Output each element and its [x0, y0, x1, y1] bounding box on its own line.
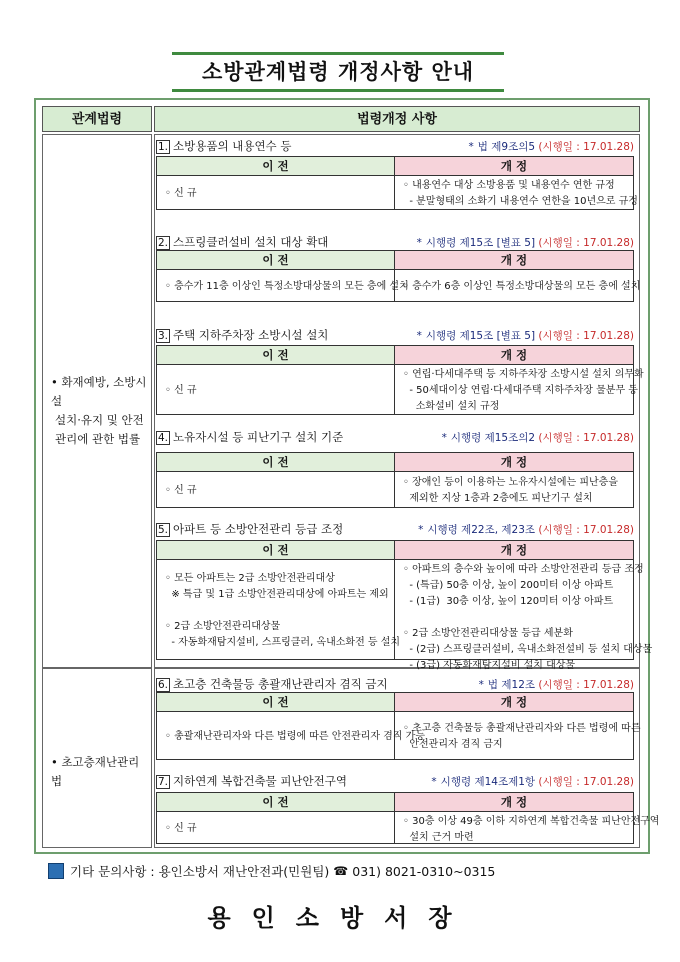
header-related-law: 관계법령 [42, 106, 152, 132]
section-title-text: 스프링클러설비 설치 대상 확대 [173, 235, 329, 249]
section-law-ref [479, 677, 634, 692]
section-title-text: 소방용품의 내용연수 등 [173, 139, 292, 153]
law-article: 시행령 제15조의2 [450, 432, 536, 444]
section-title [156, 138, 291, 154]
cell-line: ◦ 층수가 11층 이상인 특정소방대상물의 모든 층에 설치 [165, 280, 409, 292]
cell-line: 소화설비 설치 규정 [403, 401, 500, 412]
header-before: 이 전 [157, 541, 395, 559]
cell-line: ◦ 모든 아파트는 2급 소방안전관리대상 [165, 572, 335, 584]
header-before: 이 전 [157, 693, 395, 711]
cell-line: ◦ 신 규 [165, 484, 197, 496]
section-law-ref [469, 139, 634, 154]
section-title [156, 429, 343, 445]
contact-label: 기타 문의사항 : 용인소방서 재난안전과(민원팀) [70, 864, 330, 879]
cell-after [395, 471, 633, 507]
star-icon: * [431, 776, 437, 788]
cell-before [157, 471, 395, 507]
effective-date: (시행일 : 17.01.28) [538, 679, 634, 691]
cell-line: - 자동화재탐지설비, 스프링클러, 옥내소화전 등 설치 [165, 636, 401, 648]
star-icon: * [478, 679, 484, 691]
cell-before [157, 711, 425, 759]
cell-after [395, 364, 644, 414]
cell-line: - 50세대이상 연립·다세대주택 지하주차장 물분무 등 [403, 385, 638, 396]
section-number: 7. [158, 776, 169, 788]
category-fire-prevention-act [42, 134, 152, 668]
section-number: 4. [158, 432, 169, 444]
cell-before [157, 559, 401, 659]
section-title-text: 노유자시설 등 피난기구 설치 기준 [173, 430, 344, 444]
cell-before [157, 364, 395, 414]
law-article: 시행령 제15조 [별표 5] [425, 330, 536, 342]
phone-icon: ☎ [333, 864, 349, 878]
cell-line: ◦ 초고층 건축물등 총괄재난관리자와 다른 법령에 따른 [403, 722, 641, 734]
cell-after [395, 559, 653, 671]
star-icon: * [416, 237, 422, 249]
cell-line: 설치 근거 마련 [403, 832, 474, 843]
contact-phone: 031) 8021-0310~0315 [352, 863, 496, 879]
section-law-ref [418, 522, 634, 537]
cell-line: ※ 특급 및 1급 소방안전관리대상에 아파트는 제외 [165, 588, 389, 600]
effective-date: (시행일 : 17.01.28) [538, 432, 634, 444]
comparison-table [156, 250, 641, 302]
section-title [156, 773, 347, 789]
cell-line: ◦ 장애인 등이 이용하는 노유자시설에는 피난층을 [403, 476, 618, 488]
section-title-text: 주택 지하주차장 소방시설 설치 [173, 328, 329, 342]
category-skyscraper-act [42, 668, 152, 848]
section-law-ref [431, 774, 634, 789]
section-title [156, 521, 343, 537]
cell-before [157, 811, 395, 843]
section-number: 2. [158, 237, 169, 249]
law-article: 시행령 제15조 [별표 5] [425, 237, 536, 249]
comparison-table [156, 540, 653, 671]
cell-line: - (2급) 스프링클러설비, 옥내소화전설비 등 설치 대상물 [403, 644, 653, 655]
section-law-ref [417, 328, 634, 343]
comparison-table [156, 792, 660, 844]
section-title [156, 676, 388, 692]
star-icon: * [441, 432, 447, 444]
header-after: 개 정 [395, 251, 633, 269]
effective-date: (시행일 : 17.01.28) [538, 237, 634, 249]
cell-line: ◦ 연립·다세대주택 등 지하주차장 소방시설 설치 의무화 [403, 369, 644, 380]
cell-line: ◦ 신 규 [165, 384, 197, 396]
comparison-table [156, 692, 641, 760]
cell-line: ◦ 30층 이상 49층 이하 지하연계 복합건축물 피난안전구역 [403, 816, 660, 827]
category-line: 관리에 관한 법률 [55, 432, 141, 446]
cell-line: ◦ 층수가 6층 이상인 특정소방대상물의 모든 층에 설치 [403, 280, 641, 292]
section-title-text: 아파트 등 소방안전관리 등급 조정 [173, 522, 344, 536]
effective-date: (시행일 : 17.01.28) [538, 330, 634, 342]
law-article: 시행령 제22조, 제23조 [427, 524, 536, 536]
cell-line: ◦ 아파트의 층수와 높이에 따라 소방안전관리 등급 조정 [403, 564, 644, 575]
header-after: 개 정 [395, 157, 633, 175]
cell-line: 제외한 지상 1층과 2층에도 피난기구 설치 [403, 492, 593, 504]
contact-footer [48, 862, 495, 880]
header-before: 이 전 [157, 453, 395, 471]
section-title-text: 지하연계 복합건축물 피난안전구역 [173, 774, 347, 788]
cell-after [395, 175, 638, 209]
header-law-revision: 법령개정 사항 [154, 106, 640, 132]
section-law-ref [417, 235, 634, 250]
effective-date: (시행일 : 17.01.28) [538, 776, 634, 788]
header-after: 개 정 [395, 793, 633, 811]
cell-before [157, 269, 409, 301]
cell-line: - 분말형태의 소화기 내용연수 연한을 10년으로 규정 [403, 196, 638, 207]
cell-after [395, 811, 660, 843]
cell-line: - (3급) 자동화재탐지설비 설치 대상물 [403, 660, 576, 671]
category-line: 설치·유지 및 안전 [55, 413, 144, 427]
section-title [156, 327, 328, 343]
comparison-table [156, 156, 638, 210]
page-title: 소방관계법령 개정사항 안내 [172, 52, 504, 92]
cell-line: - (1급) 30층 이상, 높이 120미터 이상 아파트 [403, 596, 614, 607]
effective-date: (시행일 : 17.01.28) [538, 524, 634, 536]
section-number: 3. [158, 330, 169, 342]
header-after: 개 정 [395, 541, 633, 559]
info-icon [48, 863, 64, 879]
effective-date: (시행일 : 17.01.28) [538, 141, 634, 153]
header-after: 개 정 [395, 346, 633, 364]
cell-line: ◦ 총괄재난관리자와 다른 법령에 따른 안전관리자 겸직 가능 [165, 730, 425, 742]
comparison-table [156, 345, 644, 415]
signature: 용인소방서장 [207, 903, 473, 932]
cell-line: ◦ 내용연수 대상 소방용품 및 내용연수 연한 규정 [403, 180, 615, 191]
star-icon: * [416, 330, 422, 342]
cell-line: - (특급) 50층 이상, 높이 200미터 이상 아파트 [403, 580, 614, 591]
star-icon: * [468, 141, 474, 153]
cell-line: ◦ 2급 소방안전관리대상물 등급 세분화 [403, 628, 573, 639]
header-before: 이 전 [157, 793, 395, 811]
law-article: 법 제9조의5 [477, 141, 536, 153]
category-line: • 화재예방, 소방시설 [51, 375, 147, 408]
law-article: 시행령 제14조제1항 [440, 776, 536, 788]
star-icon: * [418, 524, 424, 536]
cell-line: ◦ 신 규 [165, 822, 197, 834]
header-before: 이 전 [157, 346, 395, 364]
cell-line: ◦ 신 규 [165, 187, 197, 199]
cell-after [395, 711, 641, 759]
header-before: 이 전 [157, 157, 395, 175]
header-after: 개 정 [395, 453, 633, 471]
cell-line: 안전관리자 겸직 금지 [403, 738, 503, 750]
cell-after [395, 269, 641, 301]
header-after: 개 정 [395, 693, 633, 711]
cell-before [157, 175, 395, 209]
cell-line: ◦ 2급 소방안전관리대상물 [165, 620, 281, 632]
section-number: 6. [158, 679, 169, 691]
section-law-ref [442, 430, 634, 445]
category-line: • 초고층재난관리법 [51, 755, 140, 788]
section-title-text: 초고층 건축물등 총괄재난관리자 겸직 금지 [173, 677, 388, 691]
section-title [156, 234, 328, 250]
header-before: 이 전 [157, 251, 395, 269]
section-number: 1. [158, 141, 169, 153]
comparison-table [156, 452, 634, 508]
section-number: 5. [158, 524, 169, 536]
law-article: 법 제12조 [487, 679, 536, 691]
